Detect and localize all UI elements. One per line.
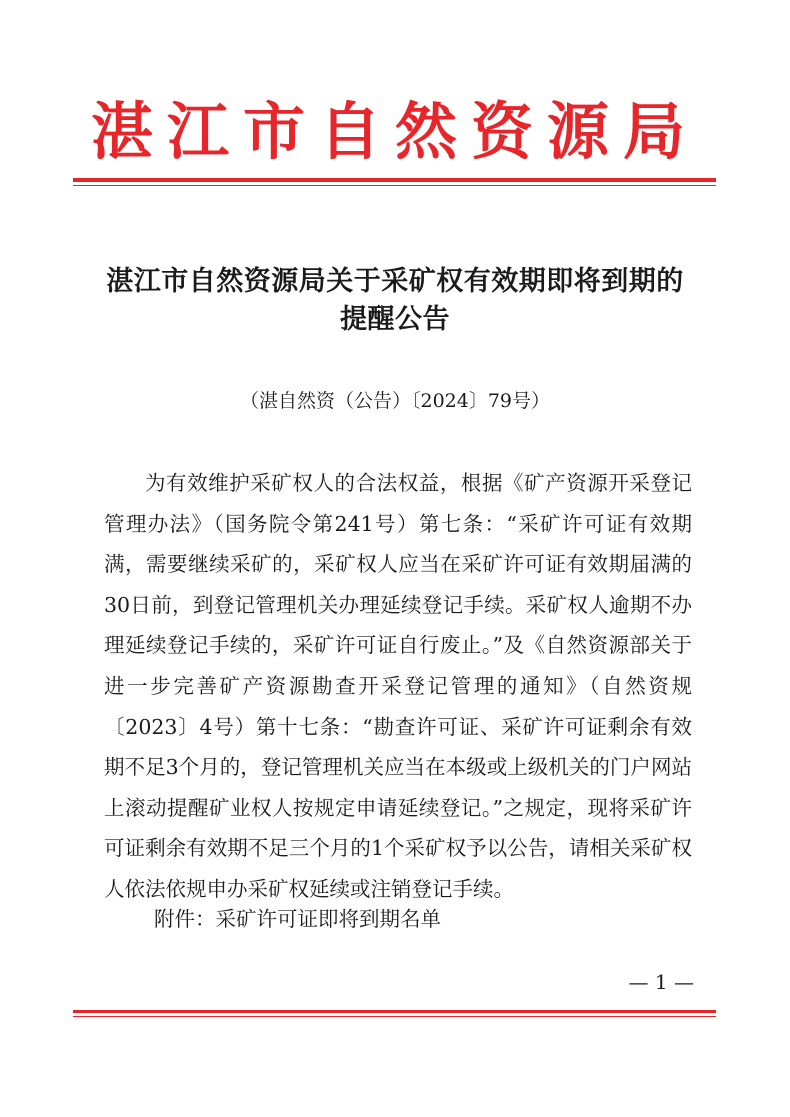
- masthead-org-name: 湛江市自然资源局: [90, 95, 699, 168]
- masthead-rule-thin: [73, 185, 716, 186]
- attachment-note: 附件：采矿许可证即将到期名单: [154, 907, 441, 931]
- footer-rule-thin: [73, 1016, 716, 1017]
- footer-rule-thick: [73, 1010, 716, 1013]
- document-title: 湛江市自然资源局关于采矿权有效期即将到期的提醒公告: [106, 266, 684, 335]
- document-body: 为有效维护采矿权人的合法权益，根据《矿产资源开采登记管理办法》（国务院令第241号）第七条：“采矿许可证有效期满，需要继续采矿的，采矿权人应当在采矿许可证有效期届满的30日前，到登记管理机关办理延续登记手续。采矿权人逾期不办理延续登记手续的，采矿许可证自行废止。”及《自然资源部关于进一步完善矿产资源勘查开采登记管理的通知》（自然资规〔2023〕4号）第十七条：“勘查许可证、采矿许可证剩余有效期不足3个月的，登记管理机关应当在本级或上级机关的门户网站上滚动提醒矿业权人按规定申请延续登记。”之规定，现将采矿许可证剩余有效期不足三个月的1个采矿权予以公告，请相关采矿权人依法依规申办采矿权延续或注销登记手续。: [104, 471, 692, 901]
- page-number: — 1 —: [628, 970, 694, 994]
- masthead-rule-thick: [73, 178, 716, 182]
- document-number: （湛自然资（公告）〔2024〕79号）: [239, 390, 551, 412]
